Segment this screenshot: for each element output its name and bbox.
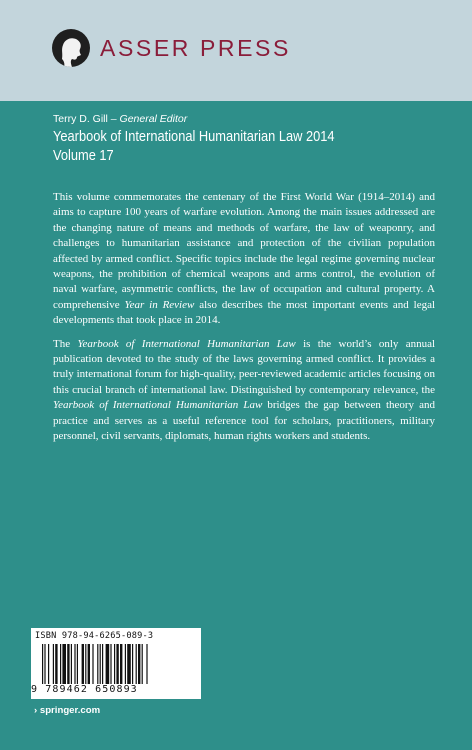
barcode-bar — [42, 644, 43, 684]
barcode-bars — [38, 644, 194, 684]
barcode-digit-text: 9 789462 650893 — [31, 684, 138, 695]
barcode-bar — [48, 644, 49, 684]
barcode-digits — [31, 684, 201, 695]
barcode-bar — [53, 644, 54, 684]
barcode-bar — [138, 644, 140, 684]
book-title-line: Yearbook of International Humanitarian Law 2014 — [53, 129, 335, 145]
barcode-bar — [55, 644, 57, 684]
isbn-barcode — [31, 628, 201, 699]
barcode-bar — [146, 644, 147, 684]
barcode-bar — [85, 644, 86, 684]
editor-role: – General Editor — [110, 113, 188, 125]
barcode-bar — [67, 644, 69, 684]
barcode-bar — [110, 644, 111, 684]
barcode-bar — [74, 644, 75, 684]
barcode-bar — [106, 644, 110, 684]
barcode-bar — [62, 644, 66, 684]
publisher-name: ASSER PRESS — [100, 35, 291, 61]
barcode-bar — [60, 644, 61, 684]
barcode-bar — [88, 644, 90, 684]
barcode-bar — [116, 644, 118, 684]
book-volume: Volume 17 — [53, 148, 114, 164]
barcode-bar — [71, 644, 72, 684]
barcode-bar — [92, 644, 93, 684]
springer-link[interactable]: › springer.com — [34, 705, 101, 716]
paragraph-text: The — [53, 337, 71, 350]
italic-phrase: Yearbook of International Humanitarian Law — [53, 399, 263, 412]
paragraph-text: is the world’s only annual publication devoted to the study of the laws governing armed conflict. It provides a truly international forum for high-quality, peer-reviewed academic articles focusing on this crucial branch of international law. Distinguished by contemporary relevance, the — [53, 337, 436, 396]
barcode-bar — [120, 644, 122, 684]
barcode-bar — [100, 644, 101, 684]
paragraph-text: This volume commemorates the centenary of the First World War (1914–2014) and aims to capture 100 years of warfare evolution. Among the main issues addressed are the changing nature of means and methods of warfare, the law of weaponry, and challenges to humanitarian assistance and protection of the civilian population affected by armed conflict. Specific topics include the legal regime governing nuclear weapons, the prohibition of chemical weapons and arms control, the evolution of naval warfare, asymmetric conflicts, the law of occupation and cultural property. A comprehensive — [53, 191, 435, 311]
publisher-header — [0, 0, 472, 101]
description-paragraph — [53, 190, 435, 329]
editor-name: Terry D. Gill — [53, 113, 108, 125]
barcode-bar — [142, 644, 143, 684]
italic-phrase: Yearbook of International Humanitarian Law — [77, 337, 296, 350]
barcode-bar — [114, 644, 115, 684]
paragraph-text: also describes the most important events and legal developments that took place in 2014. — [53, 298, 436, 327]
barcode-bar — [77, 644, 78, 684]
barcode-bar — [136, 644, 137, 684]
barcode-bar — [97, 644, 98, 684]
book-title — [53, 128, 335, 166]
isbn-text: ISBN 978-94-6265-089-3 — [35, 631, 154, 641]
paragraph-text: bridges the gap between theory and practice and serves as a useful reference tool for scholars, practitioners, military personnel, civil servants, diplomats, human rights workers and students. — [53, 399, 435, 443]
profile-portrait-icon — [52, 29, 90, 67]
general-editor — [53, 113, 187, 125]
barcode-bar — [132, 644, 133, 684]
barcode-bar — [127, 644, 131, 684]
barcode-bar — [125, 644, 126, 684]
italic-phrase: Year in Review — [124, 298, 195, 311]
barcode-bar — [102, 644, 103, 684]
barcode-bar — [44, 644, 45, 684]
barcode-bar — [82, 644, 84, 684]
book-description — [53, 190, 435, 453]
description-paragraph — [53, 337, 435, 445]
